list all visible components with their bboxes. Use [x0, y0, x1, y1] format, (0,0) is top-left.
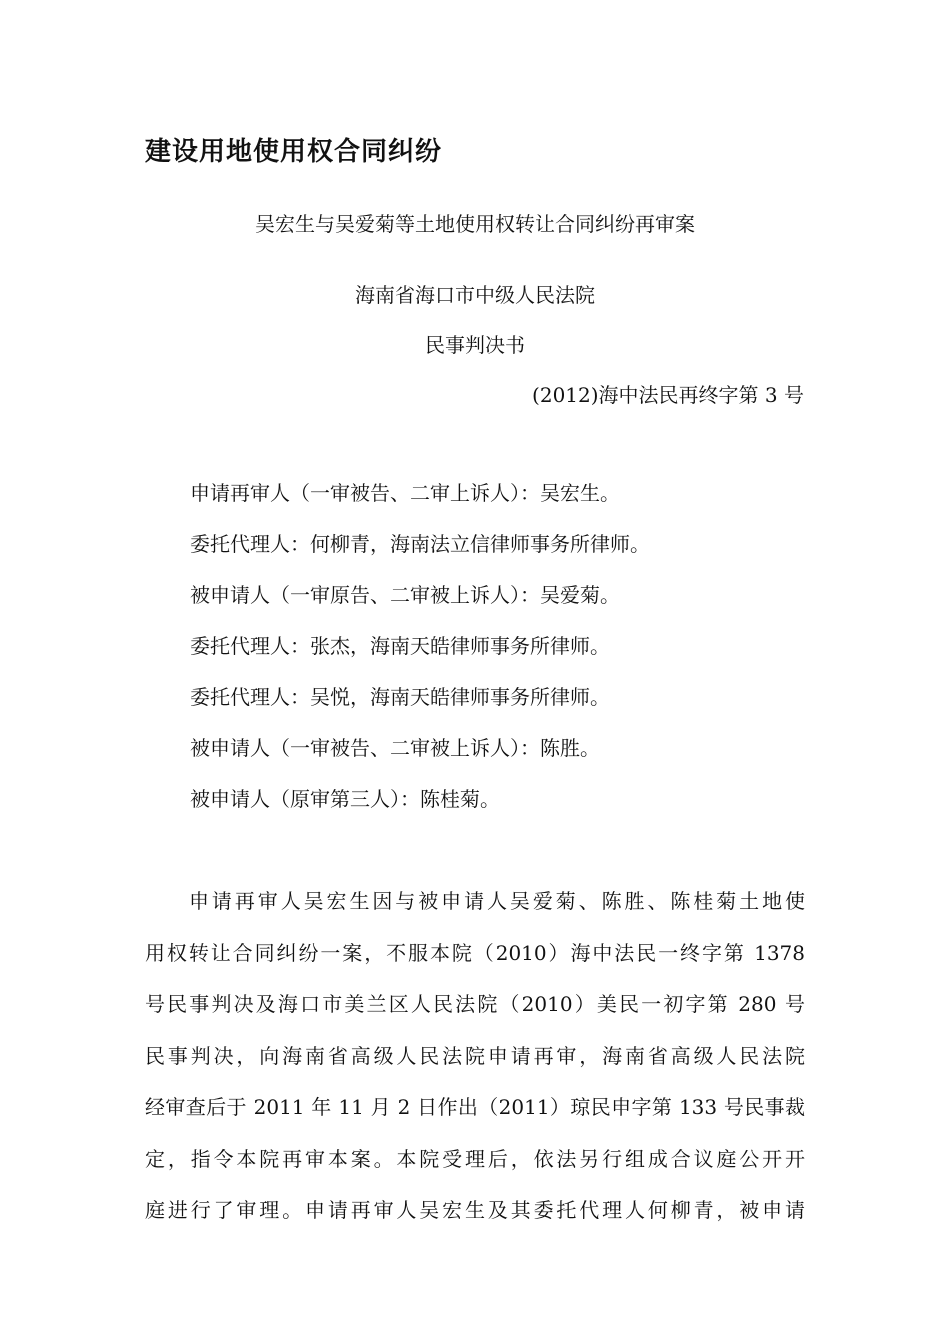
court-name: 海南省海口市中级人民法院 [355, 283, 595, 307]
party-respondent-3: 被申请人（原审第三人）：陈桂菊。 [190, 787, 500, 811]
party-respondent-1: 被申请人（一审原告、二审被上诉人）：吴爱菊。 [190, 583, 620, 607]
party-respondent-1-agent-1: 委托代理人：张杰，海南天皓律师事务所律师。 [190, 634, 610, 658]
body-line: 申请再审人吴宏生因与被申请人吴爱菊、陈胜、陈桂菊土地使 [189, 889, 805, 913]
document-title: 建设用地使用权合同纠纷 [145, 137, 443, 167]
document-type: 民事判决书 [425, 333, 525, 357]
case-number: (2012)海中法民再终字第 3 号 [532, 383, 804, 407]
body-line: 民事判决，向海南省高级人民法院申请再审，海南省高级人民法院 [145, 1043, 805, 1068]
party-respondent-1-agent-2: 委托代理人：吴悦，海南天皓律师事务所律师。 [190, 685, 610, 709]
parties-list [190, 478, 810, 835]
body-line: 用权转让合同纠纷一案，不服本院（2010）海中法民一终字第 1378 [145, 940, 805, 965]
body-line: 号民事判决及海口市美兰区人民法院（2010）美民一初字第 280 号 [145, 992, 805, 1016]
body-paragraph [145, 876, 805, 1237]
case-name: 吴宏生与吴爱菊等土地使用权转让合同纠纷再审案 [255, 212, 695, 236]
body-line: 定，指令本院再审本案。本院受理后，依法另行组成合议庭公开开 [145, 1146, 805, 1171]
party-applicant-agent: 委托代理人：何柳青，海南法立信律师事务所律师。 [190, 532, 650, 556]
body-line: 庭进行了审理。申请再审人吴宏生及其委托代理人何柳青，被申请 [145, 1198, 805, 1222]
party-applicant: 申请再审人（一审被告、二审上诉人）：吴宏生。 [190, 481, 620, 505]
party-respondent-2: 被申请人（一审被告、二审被上诉人）：陈胜。 [190, 736, 600, 760]
body-line: 经审查后于 2011 年 11 月 2 日作出（2011）琼民申字第 133 号民事裁 [145, 1095, 805, 1119]
